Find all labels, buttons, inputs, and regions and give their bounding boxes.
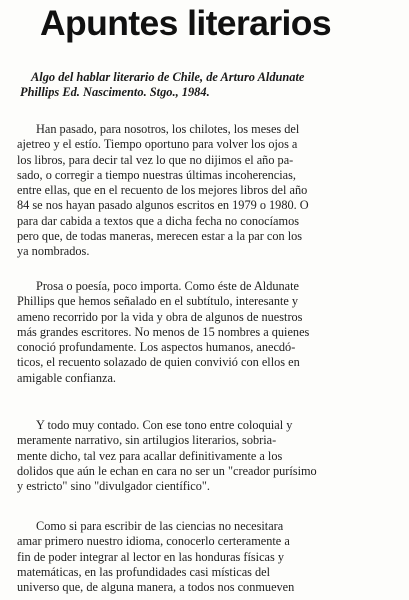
text-line: fin de poder integrar al lector en las honduras físicas y (17, 549, 285, 564)
article-paragraph-1 (17, 122, 397, 260)
article-byline (20, 70, 398, 100)
article-paragraph-4 (17, 519, 397, 595)
text-line: sado, o corregir a tiempo nuestras últimas incoherencias, (17, 167, 296, 182)
text-line: amigable confianza. (17, 370, 117, 385)
text-line: conoció profundamente. Los aspectos humanos, anecdó- (17, 340, 296, 355)
text-line: Han pasado, para nosotros, los chilotes, los meses del (36, 122, 300, 136)
text-line: Phillips que hemos señalado en el subtítulo, interesante y (17, 294, 299, 309)
text-line: Y todo muy contado. Con ese tono entre coloquial y (36, 418, 293, 432)
text-line: los libros, para decir tal vez lo que no dijimos el año pa- (17, 152, 294, 167)
text-line: meramente narrativo, sin artilugios literarios, sobria- (17, 433, 277, 448)
text-line: y estricto" sino "divulgador científico". (17, 479, 210, 494)
byline-line: Phillips Ed. Nascimento. Stgo., 1984. (20, 85, 210, 99)
text-line: Prosa o poesía, poco importa. Como éste de Aldunate (36, 279, 299, 293)
text-line: para dar cabida a textos que a dicha fecha no conocíamos (17, 213, 300, 228)
text-line: ajetreo y el estío. Tiempo oportuno para volver los ojos a (17, 137, 298, 152)
text-line: Como si para escribir de las ciencias no necesitara (36, 519, 284, 533)
article-headline: Apuntes literarios (40, 3, 332, 43)
text-line: dolidos que aún le echan en cara no ser un "creador purísimo (17, 463, 317, 478)
article-paragraph-2 (17, 279, 397, 386)
text-line: ameno recorrido por la vida y obra de algunos de nuestros (17, 309, 303, 324)
text-line: matemáticas, en las profundidades casi místicas del (17, 564, 271, 579)
text-line: ticos, el recuento solazado de quien convivió con ellos en (17, 355, 300, 370)
text-line: entre ellas, que en el recuento de los mejores libros del año (17, 183, 308, 198)
text-line: amar primero nuestro idioma, conocerlo certeramente a (17, 534, 290, 549)
article-paragraph-3 (17, 418, 397, 494)
text-line: 84 se nos hayan pasado algunos escritos en 1979 o 1980. O (17, 198, 309, 213)
text-line: universo que, de alguna manera, a todos nos conmueven (17, 580, 295, 595)
text-line: más grandes escritores. No menos de 15 nombres a quienes (17, 324, 310, 339)
text-line: pero que, de todas maneras, merecen estar a la par con los (17, 229, 303, 244)
text-line: mente dicho, tal vez para acallar definitivamente a los (17, 448, 283, 463)
text-line: ya nombrados. (17, 244, 90, 259)
byline-line: Algo del hablar literario de Chile, de Arturo Aldunate (31, 70, 305, 84)
